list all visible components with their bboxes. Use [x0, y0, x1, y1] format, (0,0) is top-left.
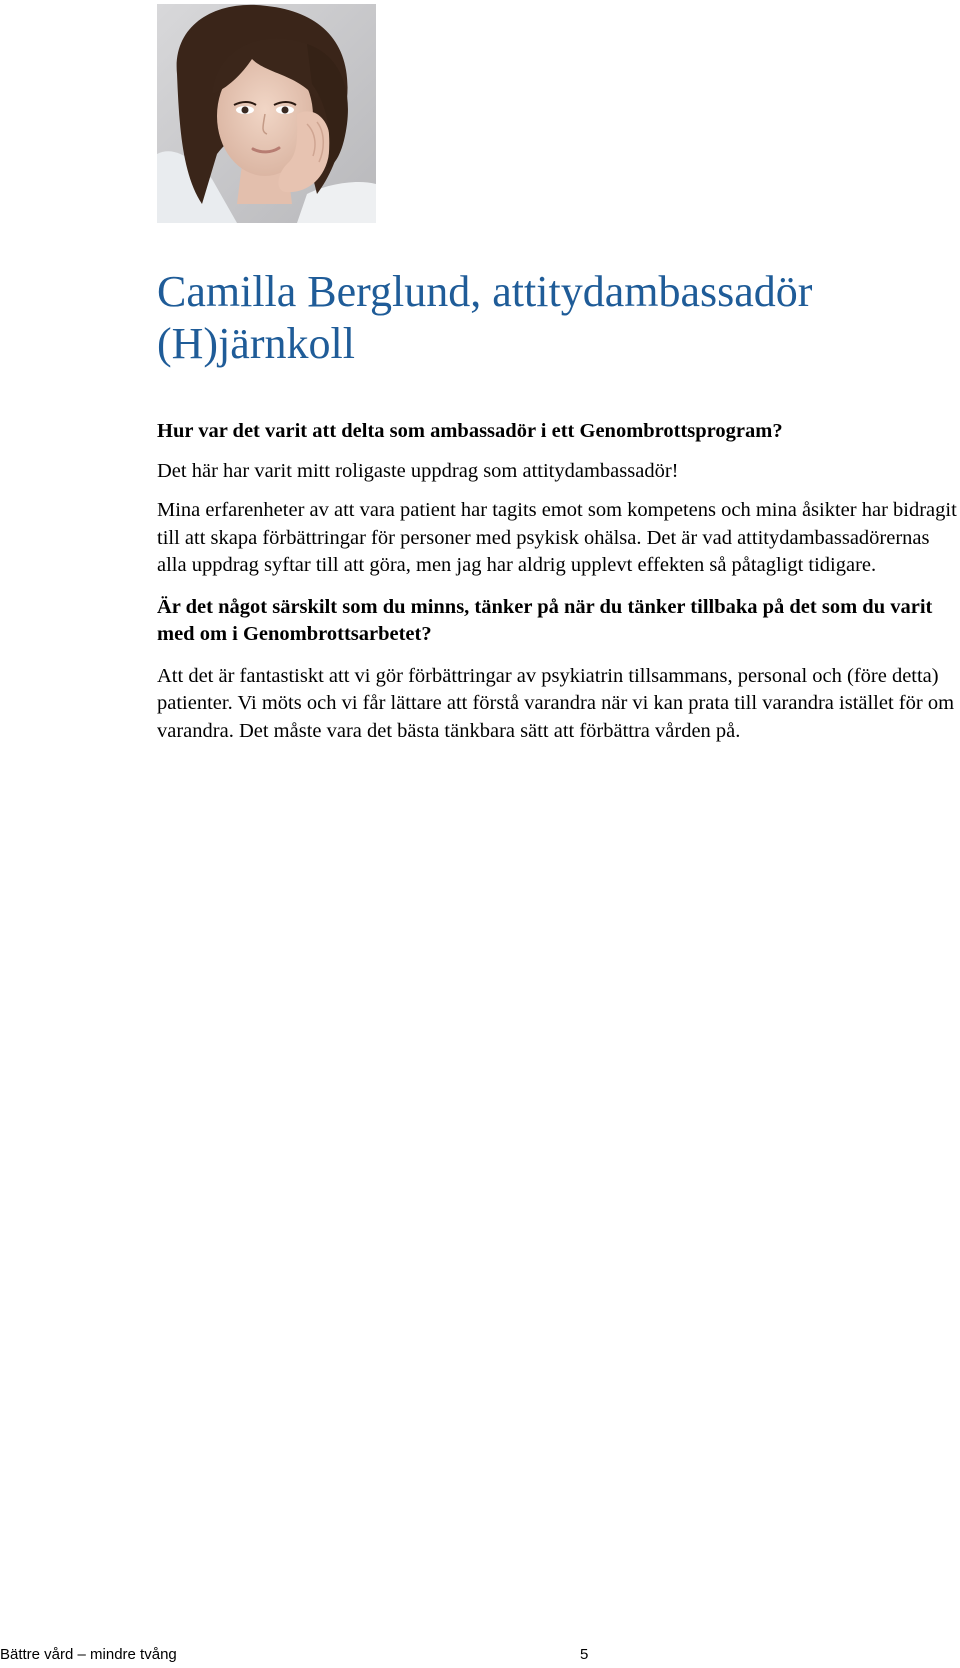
interview-content	[157, 418, 957, 759]
answer-1-paragraph-1: Det här har varit mitt roligaste uppdrag som attitydambassadör!	[157, 459, 679, 482]
portrait-illustration	[157, 4, 376, 223]
footer-document-title: Bättre vård – mindre tvång	[0, 1646, 177, 1663]
question-2: Är det något särskilt som du minns, tänker på när du tänker tillbaka på det som du varit med om i Genombrottsarbetet?	[157, 595, 933, 645]
page-title: Camilla Berglund, attitydambassadör (H)järnkoll	[157, 267, 813, 368]
footer-page-number: 5	[580, 1646, 589, 1663]
answer-1-paragraph-2: Mina erfarenheter av att vara patient har tagits emot som kompetens och mina åsikter har bidragit till att skapa förbättringar för personer med psykisk ohälsa. Det är vad attitydambassadörernas alla uppdrag syftar till att göra, men jag har aldrig upplevt effekten så påtagligt tidigare.	[157, 499, 957, 576]
portrait-photo	[157, 4, 376, 223]
answer-2: Att det är fantastiskt att vi gör förbättringar av psykiatrin tillsammans, personal och (före detta) patienter. Vi möts och vi får lättare att förstå varandra när vi kan prata till varandra istället för om varandra. Det måste vara det bästa tänkbara sätt att förbättra vården på.	[157, 664, 955, 742]
question-1: Hur var det varit att delta som ambassadör i ett Genombrottsprogram?	[157, 420, 783, 442]
